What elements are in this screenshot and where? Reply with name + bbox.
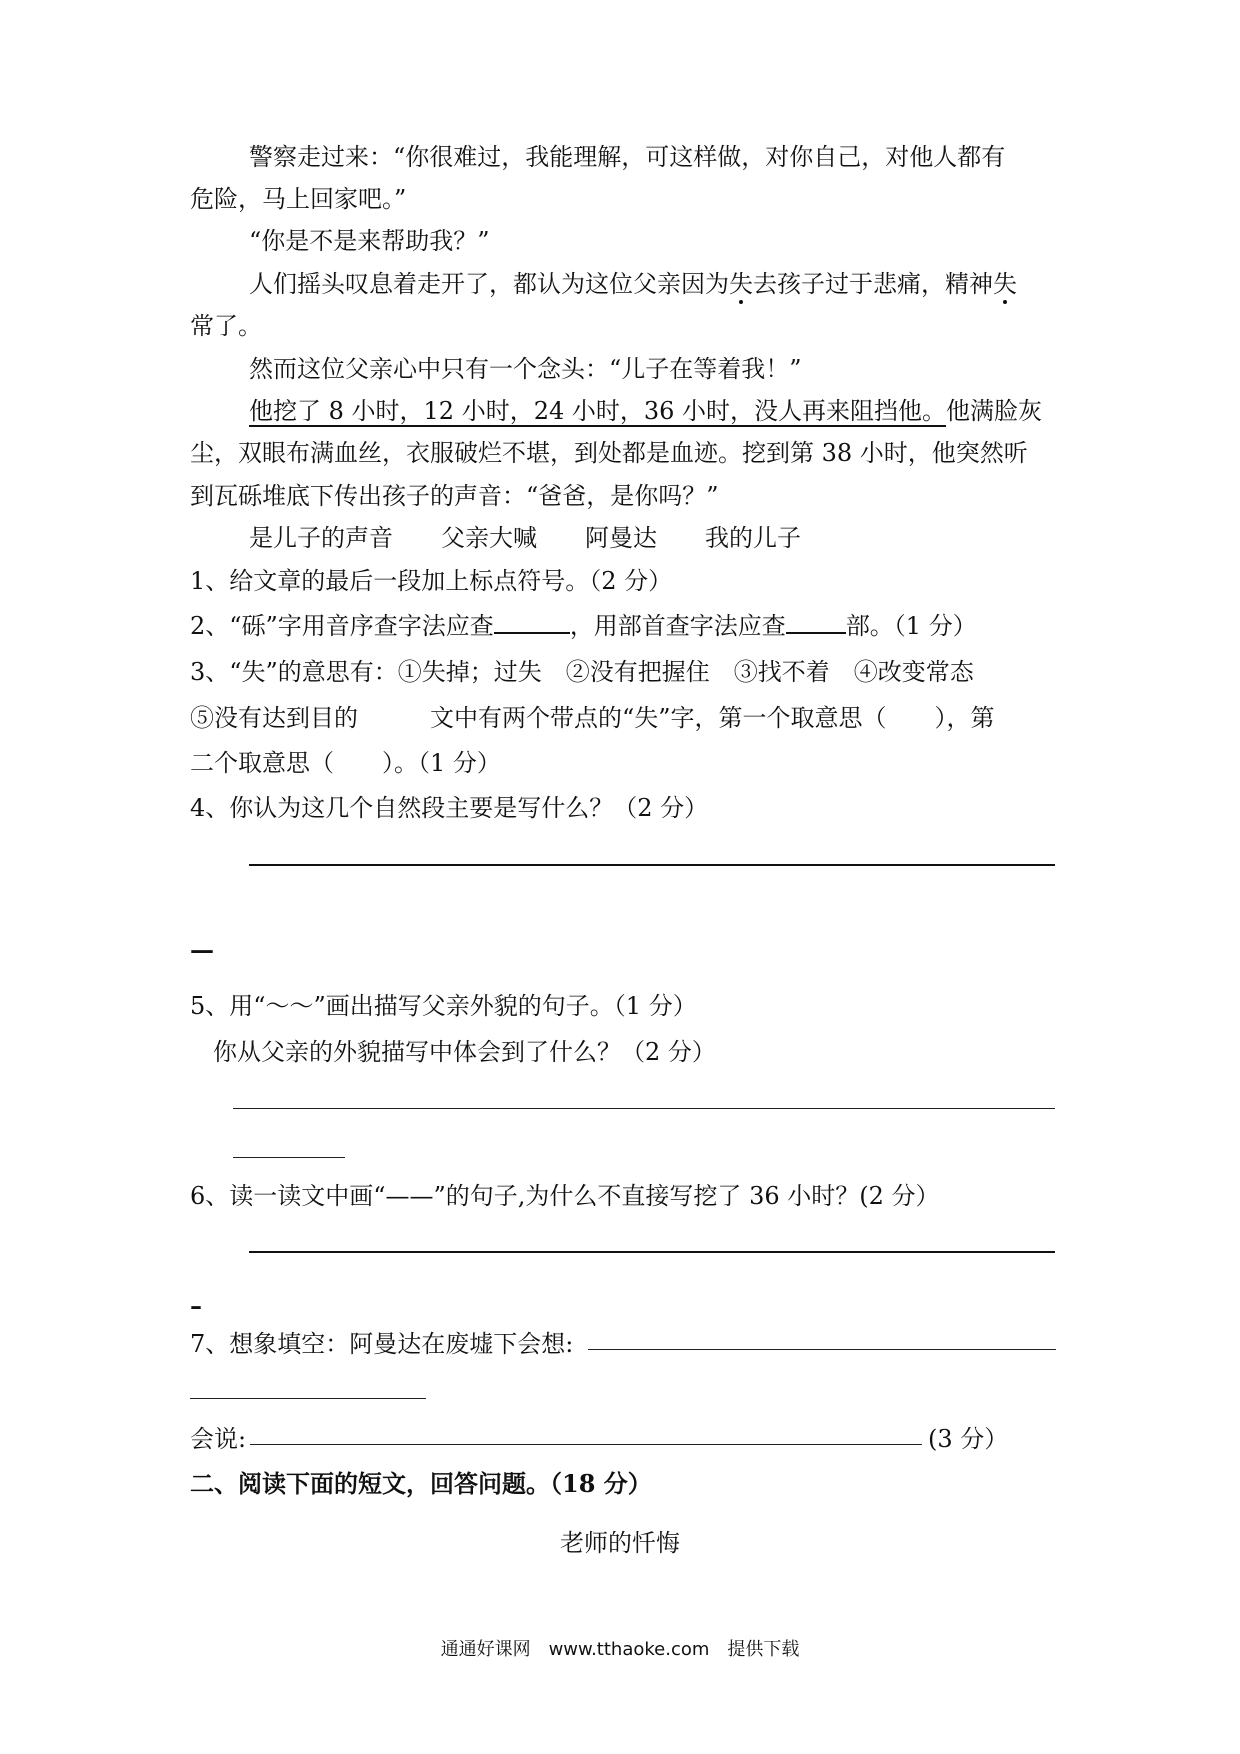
passage-p4: 然而这位父亲心中只有一个念头：“儿子在等着我！” bbox=[249, 355, 802, 383]
question-3-line2: ⑤没有达到目的 文中有两个带点的“失”字，第一个取意思（ ），第 bbox=[190, 704, 995, 732]
passage-title: 老师的忏悔 bbox=[560, 1529, 680, 1557]
question-7-score: (3 分） bbox=[928, 1425, 1009, 1453]
answer-line-4[interactable] bbox=[249, 864, 1055, 866]
answer-line-7-say[interactable] bbox=[250, 1444, 922, 1445]
question-1: 1、给文章的最后一段加上标点符号。（2 分） bbox=[190, 567, 673, 595]
answer-line-5b[interactable] bbox=[233, 1157, 345, 1158]
question-6: 6、读一读文中画“——”的句子,为什么不直接写挖了 36 小时？(2 分） bbox=[190, 1182, 940, 1210]
passage-p3-line1 bbox=[249, 267, 1017, 301]
question-4: 4、你认为这几个自然段主要是写什么？（2 分） bbox=[190, 794, 709, 822]
answer-line-4-dash: — bbox=[190, 935, 214, 964]
answer-line-6[interactable] bbox=[249, 1251, 1055, 1253]
question-2 bbox=[190, 609, 977, 643]
passage-p2: “你是不是来帮助我？” bbox=[249, 227, 490, 255]
dotted-char-2: 失 bbox=[993, 270, 1017, 298]
passage-p3-line2: 常了。 bbox=[190, 312, 262, 340]
passage-p3-text-a: 人们摇头叹息着走开了，都认为这位父亲因为 bbox=[249, 270, 729, 298]
question-2-text-b: ，用部首查字法应查 bbox=[569, 612, 786, 640]
underlined-sentence: 他挖了 8 小时，12 小时，24 小时，36 小时，没人再来阻挡他。 bbox=[249, 397, 947, 425]
passage-p5-line2: 尘，双眼布满血丝，衣服破烂不堪，到处都是血迹。挖到第 38 小时，他突然听 bbox=[190, 439, 1028, 467]
answer-line-5a[interactable] bbox=[233, 1108, 1055, 1109]
dotted-char-1: 失 bbox=[729, 270, 753, 298]
question-7: 7、想象填空：阿曼达在废墟下会想: bbox=[190, 1330, 574, 1358]
question-3-line1: 3、“失”的意思有：①失掉；过失 ②没有把握住 ③找不着 ④改变常态 bbox=[190, 658, 974, 686]
question-5-sub: 你从父亲的外貌描写中体会到了什么？（2 分） bbox=[213, 1038, 716, 1066]
phrase-2: 父亲大喊 bbox=[441, 524, 537, 552]
phrase-3: 阿曼达 bbox=[585, 524, 657, 552]
phrase-4: 我的儿子 bbox=[705, 524, 801, 552]
phrase-1: 是儿子的声音 bbox=[249, 524, 393, 552]
answer-blank-radical[interactable] bbox=[786, 610, 846, 634]
question-2-text-c: 部。（1 分） bbox=[845, 612, 977, 640]
question-3-line3: 二个取意思（ ）。（1 分） bbox=[190, 749, 501, 777]
question-5: 5、用“～～”画出描写父亲外貌的句子。（1 分） bbox=[190, 992, 697, 1020]
answer-line-6-dash: – bbox=[190, 1291, 202, 1320]
page-footer: 通通好课网 www.tthaoke.com 提供下载 bbox=[440, 1639, 800, 1660]
question-2-text-a: 2、“砾”字用音序查字法应查 bbox=[190, 612, 494, 640]
answer-blank-pinyin[interactable] bbox=[494, 610, 570, 634]
passage-p5-line1 bbox=[249, 394, 1042, 428]
passage-p3-text-b: 去孩子过于悲痛，精神 bbox=[753, 270, 993, 298]
passage-p5-text: 他满脸灰 bbox=[946, 397, 1043, 425]
answer-line-7-think[interactable] bbox=[588, 1349, 1056, 1350]
passage-p1-line1: 警察走过来：“你很难过，我能理解，可这样做，对你自己，对他人都有 bbox=[249, 143, 1006, 171]
passage-p6 bbox=[249, 521, 849, 555]
question-7-say: 会说: bbox=[190, 1425, 247, 1453]
section-2-heading: 二、阅读下面的短文，回答问题。（18 分） bbox=[190, 1469, 652, 1498]
answer-line-7-think-cont[interactable] bbox=[190, 1398, 426, 1399]
passage-p5-line3: 到瓦砾堆底下传出孩子的声音：“爸爸，是你吗？” bbox=[190, 482, 719, 510]
passage-p1-line2: 危险，马上回家吧。” bbox=[190, 185, 407, 213]
